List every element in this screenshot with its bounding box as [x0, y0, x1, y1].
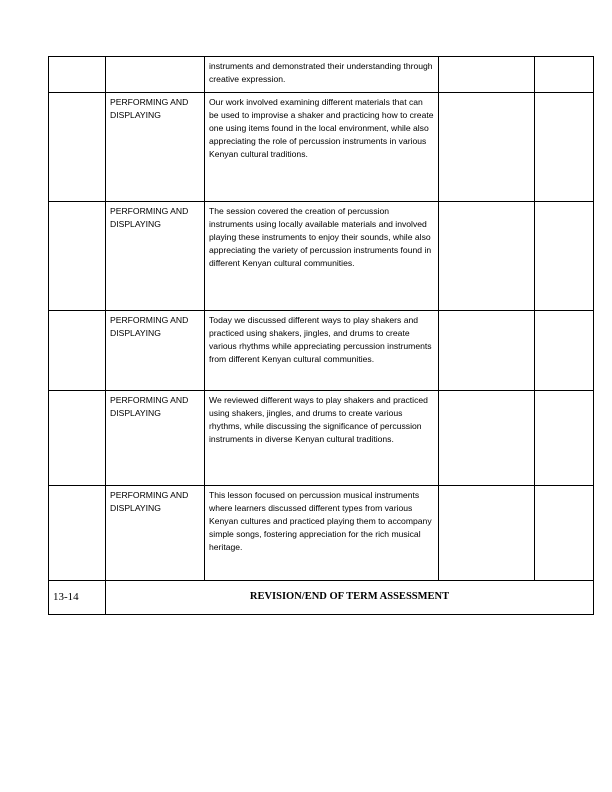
- empty-cell: [439, 57, 535, 93]
- empty-cell: [439, 486, 535, 581]
- lesson-summary-cell: Today we discussed different ways to play shakers and practiced using shakers, jingles, and drums to create various rhythms while appreciating percussion instruments from different Kenyan cultural communities.: [205, 311, 439, 391]
- empty-cell: [535, 391, 594, 486]
- strand-cell: PERFORMING AND DISPLAYING: [106, 486, 205, 581]
- empty-cell: [535, 93, 594, 202]
- empty-cell: [439, 311, 535, 391]
- lesson-summary-cell: Our work involved examining different materials that can be used to improvise a shaker and practicing how to create one using items found in the local environment, while also appreciating the role of percussion instruments in various Kenyan cultural traditions.: [205, 93, 439, 202]
- empty-cell: [535, 57, 594, 93]
- strand-cell: PERFORMING AND DISPLAYING: [106, 391, 205, 486]
- week-cell: [49, 391, 106, 486]
- empty-cell: [535, 202, 594, 311]
- strand-cell: PERFORMING AND DISPLAYING: [106, 202, 205, 311]
- week-cell: [49, 311, 106, 391]
- week-cell: [49, 57, 106, 93]
- week-cell: [49, 93, 106, 202]
- empty-cell: [535, 486, 594, 581]
- empty-cell: [439, 202, 535, 311]
- lesson-summary-cell: This lesson focused on percussion musical instruments where learners discussed different types from various Kenyan cultures and practiced playing them to accompany simple songs, fostering appreciation for the rich musical heritage.: [205, 486, 439, 581]
- table-row: [49, 581, 594, 615]
- lesson-summary-cell: We reviewed different ways to play shakers and practiced using shakers, jingles, and drums to create various rhythms, while discussing the significance of percussion instruments in diverse Kenyan cultural traditions.: [205, 391, 439, 486]
- week-cell: 13-14: [49, 581, 106, 615]
- strand-cell: PERFORMING AND DISPLAYING: [106, 93, 205, 202]
- table-row: [49, 93, 594, 202]
- lesson-summary-cell: The session covered the creation of percussion instruments using locally available materials and involved playing these instruments to enjoy their sounds, while also appreciating the variety of percussion instruments found in different Kenyan cultural communities.: [205, 202, 439, 311]
- strand-cell: [106, 57, 205, 93]
- empty-cell: [439, 93, 535, 202]
- empty-cell: [535, 311, 594, 391]
- table-row: [49, 57, 594, 93]
- table-row: [49, 202, 594, 311]
- week-cell: [49, 202, 106, 311]
- revision-title: REVISION/END OF TERM ASSESSMENT: [106, 581, 594, 615]
- scheme-of-work-table: [48, 56, 594, 615]
- week-cell: [49, 486, 106, 581]
- empty-cell: [439, 391, 535, 486]
- table-row: [49, 391, 594, 486]
- table-row: [49, 486, 594, 581]
- table-row: [49, 311, 594, 391]
- strand-cell: PERFORMING AND DISPLAYING: [106, 311, 205, 391]
- lesson-summary-cell: instruments and demonstrated their understanding through creative expression.: [205, 57, 439, 93]
